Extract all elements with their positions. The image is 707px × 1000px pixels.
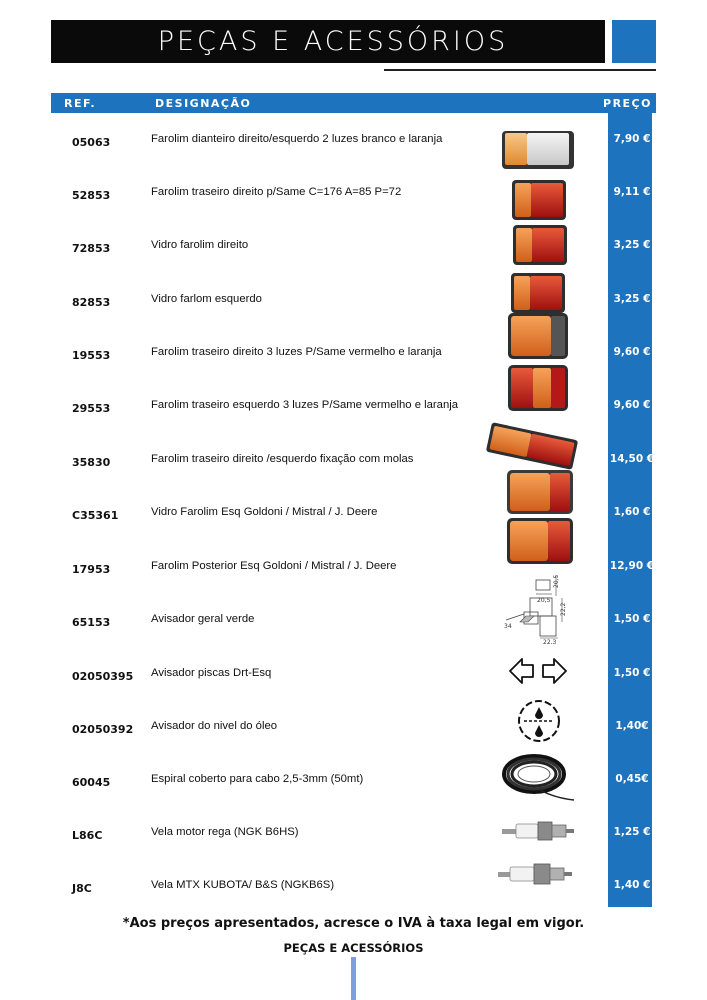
table-row: [0, 346, 707, 369]
table-row: [0, 239, 707, 262]
row-price: 3,25 €: [613, 293, 651, 305]
row-price: 1,40 €: [613, 879, 651, 891]
front-lamp-image: [500, 128, 576, 172]
row-designacao: Vela motor rega (NGK B6HS): [151, 826, 299, 838]
row-ref: 65153: [72, 616, 111, 629]
row-price: 14,50 €: [609, 453, 655, 465]
page-title: PEÇAS E ACESSÓRIOS: [157, 26, 509, 57]
table-row: [0, 826, 707, 849]
indicator-diagram-image: [496, 572, 576, 644]
column-header-preco: PREÇO: [603, 97, 652, 110]
row-ref: 05063: [72, 136, 111, 149]
row-ref: 35830: [72, 456, 111, 469]
row-designacao: Avisador geral verde: [151, 613, 255, 625]
lamp-lens-image: [504, 466, 576, 518]
table-row: [0, 453, 707, 476]
row-price: 12,90 €: [609, 560, 655, 572]
oil-level-icon: [516, 698, 562, 744]
row-price: 9,60 €: [613, 399, 651, 411]
table-row: [0, 613, 707, 636]
diagram-label: 22,2: [560, 602, 567, 616]
title-accent-square: [612, 20, 656, 63]
row-ref: 52853: [72, 189, 111, 202]
row-designacao: Farolim dianteiro direito/esquerdo 2 luzes branco e laranja: [151, 133, 443, 145]
diagram-label: 20,5: [537, 597, 551, 604]
row-ref: 60045: [72, 776, 111, 789]
row-ref: L86C: [72, 829, 103, 842]
table-row: [0, 667, 707, 690]
row-ref: 02050395: [72, 670, 134, 683]
table-row: [0, 720, 707, 743]
table-row: [0, 773, 707, 796]
spark-plug-image: [496, 858, 576, 898]
row-price: 9,11 €: [613, 186, 651, 198]
row-price: 1,50 €: [613, 613, 651, 625]
title-divider: [384, 69, 656, 71]
row-designacao: Vela MTX KUBOTA/ B&S (NGKB6S): [151, 879, 335, 891]
rear-lamp-image: [504, 514, 576, 570]
turn-arrows-icon: [507, 656, 569, 686]
row-designacao: Vidro Farolim Esq Goldoni / Mistral / J. Deere: [151, 506, 378, 518]
row-ref: C35361: [72, 509, 119, 522]
spark-plug-image: [500, 814, 578, 850]
column-header-ref: REF.: [64, 97, 97, 110]
table-row: [0, 186, 707, 209]
row-price: 1,25 €: [613, 826, 651, 838]
row-price: 7,90 €: [613, 133, 651, 145]
row-designacao: Farolim traseiro direito /esquerdo fixação com molas: [151, 453, 414, 465]
row-designacao: Farolim traseiro direito p/Same C=176 A=85 P=72: [151, 186, 402, 198]
diagram-label: 22,3: [543, 639, 557, 644]
row-ref: J8C: [72, 882, 92, 895]
row-ref: 02050392: [72, 723, 134, 736]
row-ref: 17953: [72, 563, 111, 576]
diagram-label: 20,5: [553, 574, 560, 588]
row-price: 3,25 €: [613, 239, 651, 251]
row-price: 1,40€: [615, 720, 649, 732]
footer-title: PEÇAS E ACESSÓRIOS: [283, 941, 424, 955]
diagram-label: 34: [504, 623, 512, 630]
row-designacao: Farolim traseiro esquerdo 3 luzes P/Same vermelho e laranja: [151, 399, 459, 411]
row-designacao: Avisador do nivel do óleo: [151, 720, 278, 732]
table-header: [51, 93, 656, 113]
lamp-lens-image: [510, 222, 570, 268]
row-ref: 19553: [72, 349, 111, 362]
table-row: [0, 133, 707, 156]
rear-lamp-image: [505, 362, 571, 416]
row-ref: 72853: [72, 242, 111, 255]
row-price: 0,45€: [615, 773, 649, 785]
row-ref: 29553: [72, 402, 111, 415]
rear-lamp-image: [508, 176, 570, 224]
row-price: 9,60 €: [613, 346, 651, 358]
row-designacao: Vidro farlom esquerdo: [151, 293, 262, 305]
row-designacao: Farolim traseiro direito 3 luzes P/Same vermelho e laranja: [151, 346, 442, 358]
row-price: 1,60 €: [613, 506, 651, 518]
row-designacao: Vidro farolim direito: [151, 239, 249, 251]
table-row: [0, 293, 707, 316]
cable-coil-image: [500, 750, 578, 804]
column-header-designacao: DESIGNAÇÃO: [155, 97, 252, 110]
table-row: [0, 506, 707, 529]
row-designacao: Farolim Posterior Esq Goldoni / Mistral / J. Deere: [151, 560, 397, 572]
table-row: [0, 560, 707, 583]
page-tab-marker: [351, 957, 356, 1000]
row-ref: 82853: [72, 296, 111, 309]
rear-lamp-image: [505, 310, 571, 364]
row-designacao: Avisador piscas Drt-Esq: [151, 667, 272, 679]
row-designacao: Espiral coberto para cabo 2,5-3mm (50mt): [151, 773, 364, 785]
row-price: 1,50 €: [613, 667, 651, 679]
title-bar: [51, 20, 605, 63]
table-row: [0, 879, 707, 902]
table-row: [0, 399, 707, 422]
vat-note: *Aos preços apresentados, acresce o IVA à taxa legal em vigor.: [122, 916, 585, 931]
